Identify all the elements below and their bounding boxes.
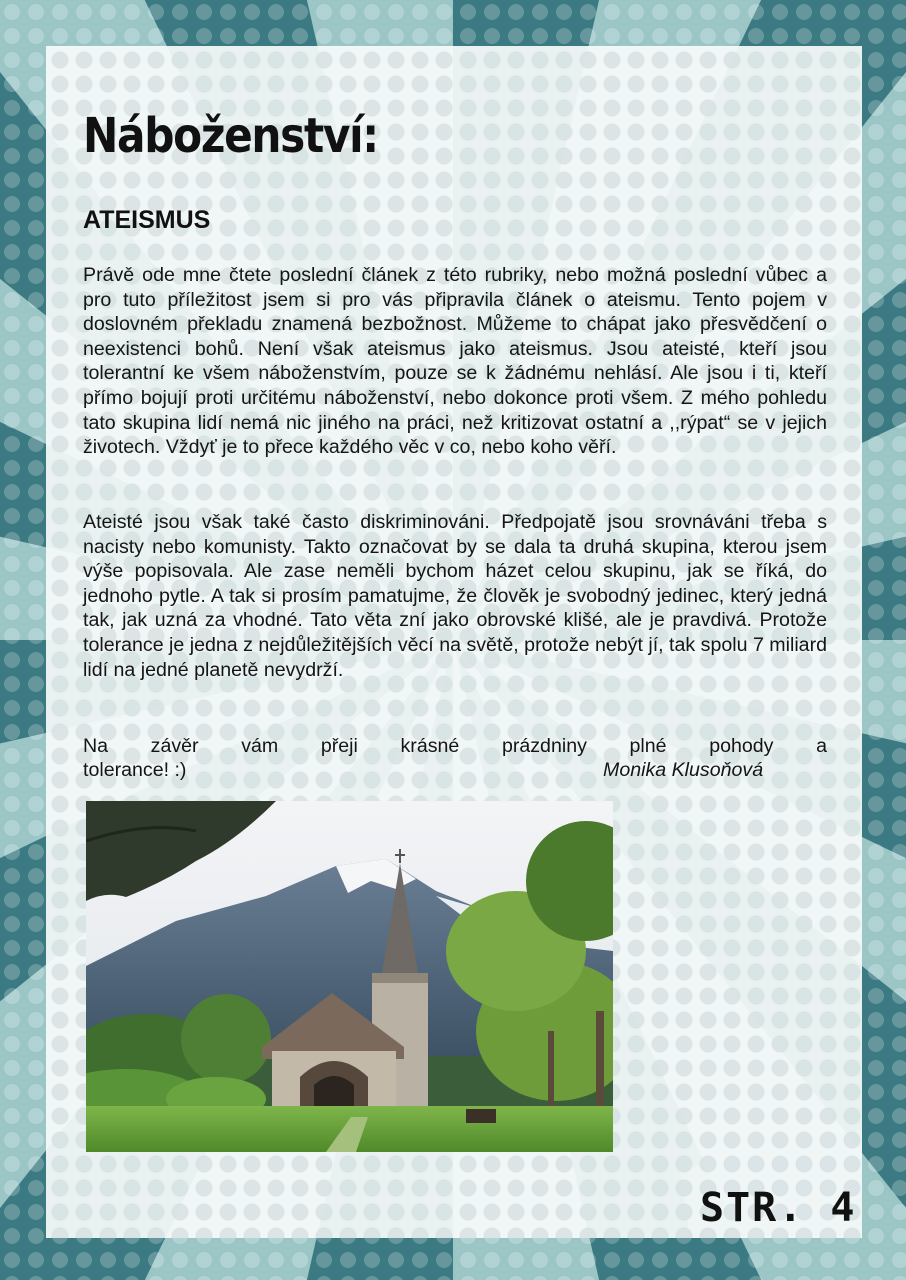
author-signature: Monika Klusoňová [603, 759, 764, 781]
paragraph-2: Ateisté jsou však také často diskriminováni. Předpojatě jsou srovnáváni třeba s nacisty nebo komunisty. Takto označovat by se dala ta druhá skupina, kterou jsem výše popisovala. Ale zase neměli bychom házet celou skupinu, jak se říká, do jednoho pytle. A tak si prosím pamatujme, že člověk je svobodný jedinec, který jedná tak, jak uzná za vhodné. Tato věta zní jako obrovské klišé, ale je pravdivá. Protože tolerance je jedna z nejdůležitějších věcí na světě, protože nebýt jí, tak spolu 7 miliard lidí na jedné planetě nevydrží. [83, 511, 827, 681]
section-title: Náboženství: [83, 108, 378, 164]
paragraph-1: Právě ode mne čtete poslední článek z této rubriky, nebo možná poslední vůbec a pro tuto příležitost jsem si pro vás připravila článek o ateismu. Tento pojem v doslovném překladu znamená bezbožnost. Můžeme to chápat jako přesvědčení o neexistenci bohů. Není však ateismus jako ateismus. Jsou ateisté, kteří jsou tolerantní ke všem náboženstvím, pouze se k žádnému nehlásí. Ale jsou i ti, kteří přímo bojují proti určitému náboženství, nebo dokonce proti všem. Z mého pohledu tato skupina lidí nemá nic jiného na práci, než kritizovat ostatní a ,,rýpat“ se v jejich životech. Vždyť je to přece každého věc v co, nebo koho věří. [83, 264, 827, 459]
page-number-badge: STR. 4 [700, 1185, 857, 1231]
closing-line: tolerance! :) [83, 759, 187, 781]
paragraph-3: Na závěr vám přeji krásné prázdniny plné pohody a [83, 735, 827, 757]
article-title: ATEISMUS [83, 206, 211, 234]
church-mountain-photo [86, 801, 613, 1152]
